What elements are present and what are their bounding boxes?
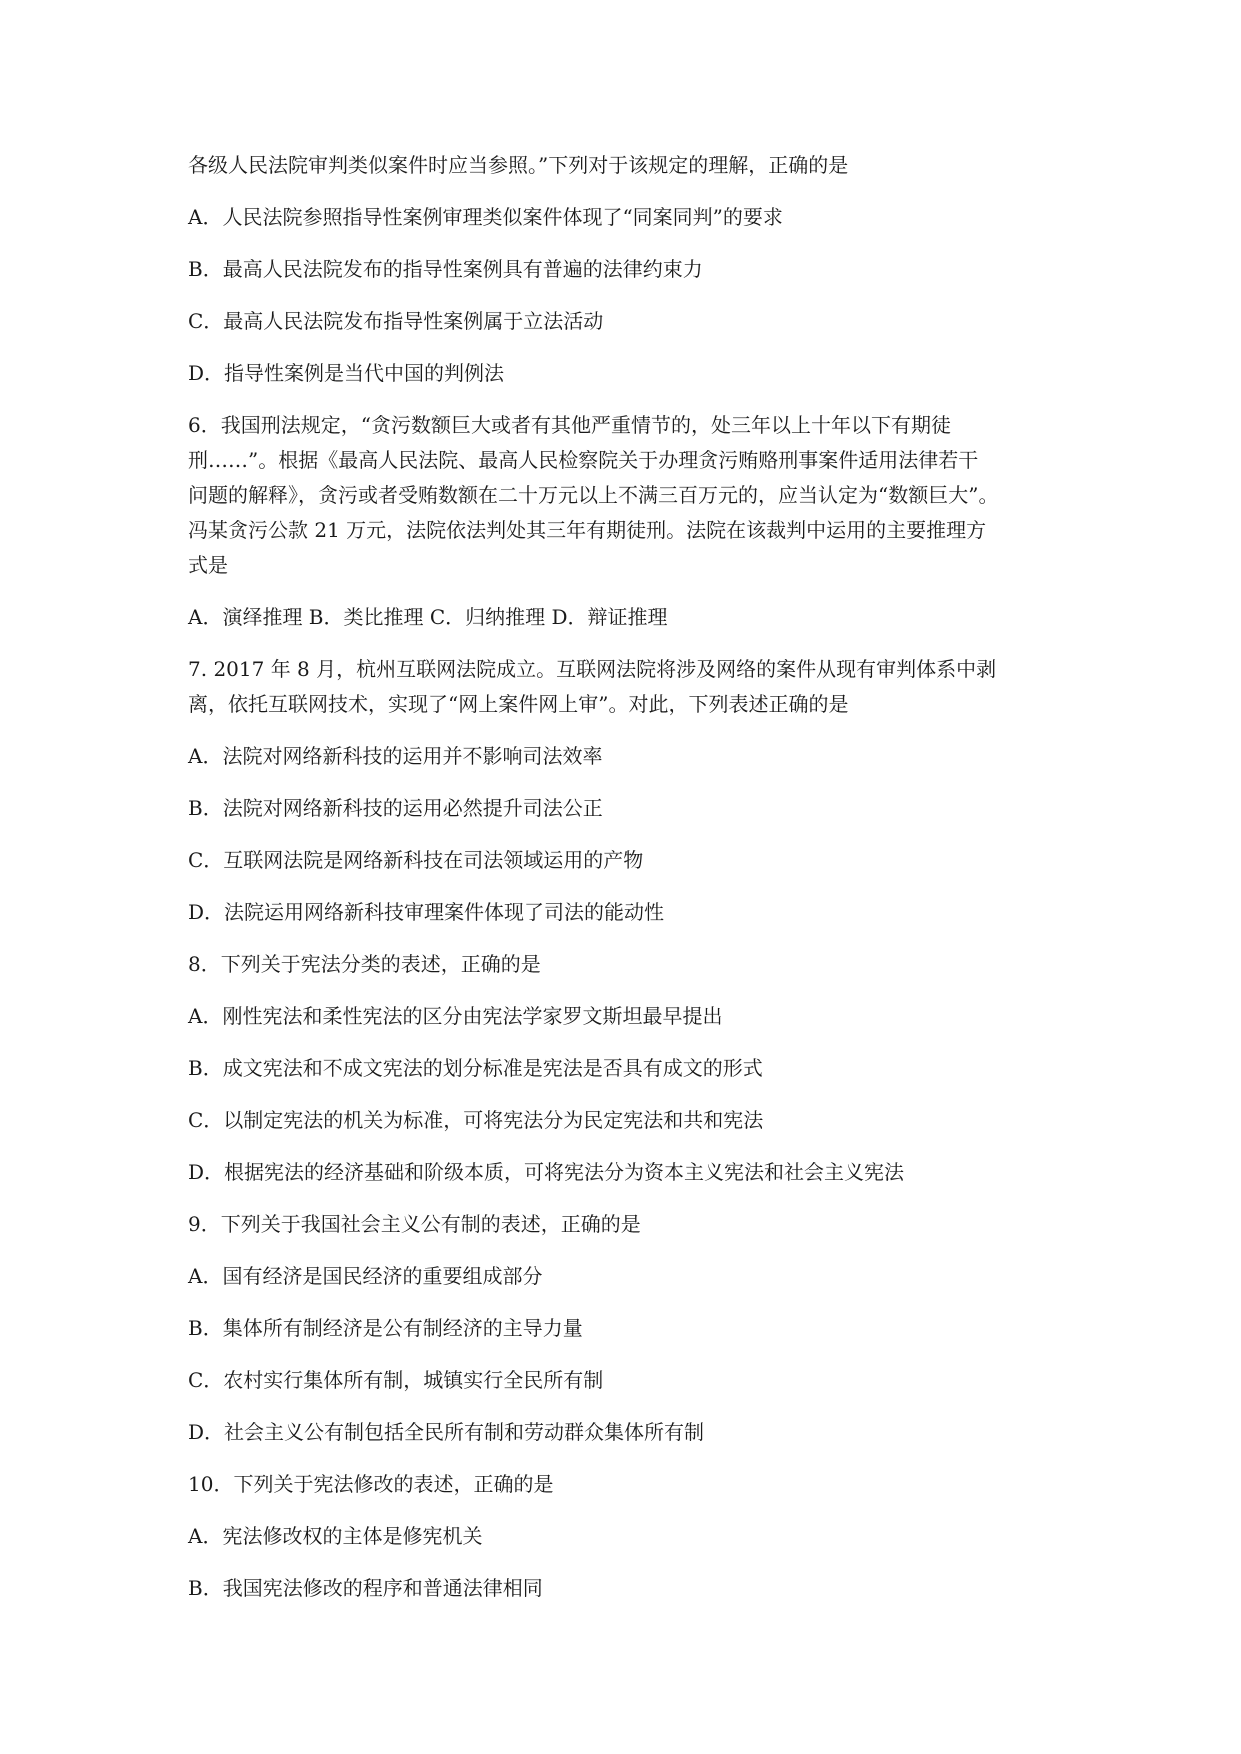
option-c: C．互联网法院是网络新科技在司法领域运用的产物 xyxy=(188,848,644,872)
option-b: B．集体所有制经济是公有制经济的主导力量 xyxy=(188,1316,583,1340)
text-line: 各级人民法院审判类似案件时应当参照。”下列对于该规定的理解，正确的是 xyxy=(188,153,849,177)
option-c: C．农村实行集体所有制，城镇实行全民所有制 xyxy=(188,1368,604,1392)
question-6-line-5: 式是 xyxy=(188,553,228,577)
option-a: A．人民法院参照指导性案例审理类似案件体现了“同案同判”的要求 xyxy=(188,205,783,229)
question-7-line-2: 离，依托互联网技术，实现了“网上案件网上审”。对此，下列表述正确的是 xyxy=(188,692,849,716)
question-6-line-2: 刑……”。根据《最高人民法院、最高人民检察院关于办理贪污贿赂刑事案件适用法律若干 xyxy=(188,448,979,472)
option-d: D．法院运用网络新科技审理案件体现了司法的能动性 xyxy=(188,900,665,924)
option-b: B．成文宪法和不成文宪法的划分标准是宪法是否具有成文的形式 xyxy=(188,1056,763,1080)
option-b: B．我国宪法修改的程序和普通法律相同 xyxy=(188,1576,543,1600)
option-a: A．刚性宪法和柔性宪法的区分由宪法学家罗文斯坦最早提出 xyxy=(188,1004,723,1028)
option-b: B．法院对网络新科技的运用必然提升司法公正 xyxy=(188,796,603,820)
question-6-options: A．演绎推理 B．类比推理 C．归纳推理 D．辩证推理 xyxy=(188,605,668,629)
option-b: B．最高人民法院发布的指导性案例具有普遍的法律约束力 xyxy=(188,257,703,281)
question-6 xyxy=(188,408,1058,583)
document-page xyxy=(188,148,1058,1606)
question-6-line-1: 6．我国刑法规定，“贪污数额巨大或者有其他严重情节的，处三年以上十年以下有期徒 xyxy=(188,413,951,437)
question-7 xyxy=(188,652,1058,722)
option-d: D．指导性案例是当代中国的判例法 xyxy=(188,361,505,385)
question-10: 10．下列关于宪法修改的表述，正确的是 xyxy=(188,1472,554,1496)
option-a: A．国有经济是国民经济的重要组成部分 xyxy=(188,1264,543,1288)
question-9: 9．下列关于我国社会主义公有制的表述，正确的是 xyxy=(188,1212,641,1236)
question-7-line-1: 7. 2017 年 8 月，杭州互联网法院成立。互联网法院将涉及网络的案件从现有审判体系中剥 xyxy=(188,657,997,681)
question-6-line-4: 冯某贪污公款 21 万元，法院依法判处其三年有期徒刑。法院在该裁判中运用的主要推理方 xyxy=(188,518,987,542)
option-a: A．宪法修改权的主体是修宪机关 xyxy=(188,1524,483,1548)
question-6-line-3: 问题的解释》，贪污或者受贿数额在二十万元以上不满三百万元的，应当认定为“数额巨大”。 xyxy=(188,483,999,507)
question-8: 8．下列关于宪法分类的表述，正确的是 xyxy=(188,952,541,976)
option-d: D．社会主义公有制包括全民所有制和劳动群众集体所有制 xyxy=(188,1420,705,1444)
option-d: D．根据宪法的经济基础和阶级本质，可将宪法分为资本主义宪法和社会主义宪法 xyxy=(188,1160,905,1184)
option-c: C．以制定宪法的机关为标准，可将宪法分为民定宪法和共和宪法 xyxy=(188,1108,764,1132)
option-c: C．最高人民法院发布指导性案例属于立法活动 xyxy=(188,309,604,333)
option-a: A．法院对网络新科技的运用并不影响司法效率 xyxy=(188,744,603,768)
